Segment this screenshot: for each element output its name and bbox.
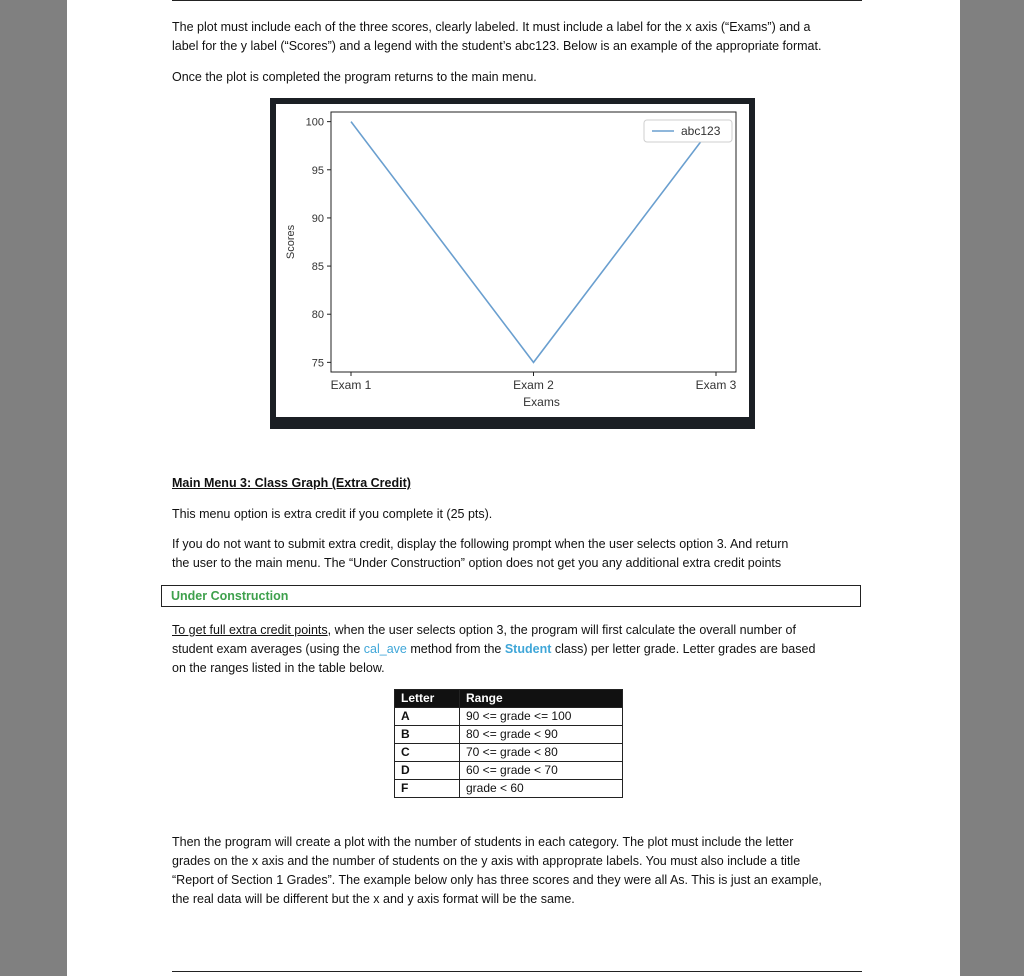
text-line: grades on the x axis and the number of students on the y axis with approprate labels. You must also include a title bbox=[172, 854, 801, 868]
y-tick-label: 85 bbox=[311, 261, 324, 274]
text-line: the user to the main menu. The “Under Construction” option does not get you any additional extra credit points bbox=[172, 556, 782, 570]
text-line: If you do not want to submit extra credit, display the following prompt when the user selects option 3. And return bbox=[172, 537, 789, 551]
range-cell: 70 <= grade < 80 bbox=[460, 744, 623, 762]
under-construction-box bbox=[161, 585, 861, 607]
range-cell: 90 <= grade <= 100 bbox=[460, 708, 623, 726]
document-page bbox=[67, 0, 960, 976]
table-row bbox=[395, 744, 623, 762]
table-row bbox=[395, 780, 623, 798]
full-credit-lead: To get full extra credit points bbox=[172, 623, 328, 637]
table-header-letter: Letter bbox=[395, 690, 460, 708]
letter-cell: F bbox=[395, 780, 460, 798]
text-line: The plot must include each of the three scores, clearly labeled. It must include a label for the x axis (“Exams”) and a bbox=[172, 20, 811, 34]
text-line bbox=[172, 621, 862, 640]
text-line bbox=[172, 640, 862, 659]
example-plot-image bbox=[270, 98, 755, 429]
table-row bbox=[395, 726, 623, 744]
text-line: label for the y label (“Scores”) and a legend with the student’s abc123. Below is an example of the appropriate format. bbox=[172, 39, 822, 53]
letter-cell: B bbox=[395, 726, 460, 744]
y-axis-label: Scores bbox=[285, 224, 297, 260]
bottom-rule bbox=[172, 971, 862, 972]
range-cell: 80 <= grade < 90 bbox=[460, 726, 623, 744]
text-run: , when the user selects option 3, the program will first calculate the overall number of bbox=[327, 623, 796, 637]
chart-background bbox=[276, 104, 749, 417]
text-line: the real data will be different but the x and y axis format will be the same. bbox=[172, 892, 575, 906]
text-run: student exam averages (using the bbox=[172, 642, 364, 656]
text-line: on the ranges listed in the table below. bbox=[172, 661, 385, 675]
x-tick-label: Exam 1 bbox=[330, 378, 372, 392]
table-header-range: Range bbox=[460, 690, 623, 708]
class-plot-paragraph bbox=[172, 833, 862, 909]
grade-ranges-table bbox=[394, 689, 623, 798]
x-tick-label: Exam 3 bbox=[695, 378, 737, 392]
y-tick-label: 80 bbox=[311, 309, 324, 322]
letter-cell: C bbox=[395, 744, 460, 762]
y-tick-label: 100 bbox=[305, 116, 324, 129]
x-tick-label: Exam 2 bbox=[513, 378, 554, 392]
letter-cell: A bbox=[395, 708, 460, 726]
text-run: method from the bbox=[406, 642, 505, 656]
plot-requirements-paragraph bbox=[172, 18, 862, 56]
y-tick-label: 90 bbox=[311, 212, 324, 225]
return-paragraph: Once the plot is completed the program returns to the main menu. bbox=[172, 70, 537, 84]
text-line: “Report of Section 1 Grades”. The example below only has three scores and they were all As. This is just an example, bbox=[172, 873, 822, 887]
range-cell: grade < 60 bbox=[460, 780, 623, 798]
table-row bbox=[395, 762, 623, 780]
legend-label: abc123 bbox=[681, 124, 721, 138]
section-heading: Main Menu 3: Class Graph (Extra Credit) bbox=[172, 476, 411, 490]
letter-cell: D bbox=[395, 762, 460, 780]
full-credit-paragraph bbox=[172, 621, 862, 678]
text-line: Then the program will create a plot with the number of students in each category. The plot must include the letter bbox=[172, 835, 794, 849]
text-run: class) per letter grade. Letter grades are based bbox=[551, 642, 816, 656]
table-row bbox=[395, 708, 623, 726]
under-construction-paragraph bbox=[172, 535, 862, 573]
top-rule bbox=[172, 0, 862, 1]
line-chart bbox=[276, 104, 749, 417]
table-header-row bbox=[395, 690, 623, 708]
x-axis-label: Exams bbox=[523, 395, 560, 409]
method-name: cal_ave bbox=[363, 642, 407, 656]
under-construction-label: Under Construction bbox=[171, 589, 289, 603]
class-name: Student bbox=[504, 642, 552, 656]
y-tick-label: 75 bbox=[311, 357, 324, 370]
range-cell: 60 <= grade < 70 bbox=[460, 762, 623, 780]
y-tick-label: 95 bbox=[311, 164, 324, 177]
extra-credit-paragraph: This menu option is extra credit if you complete it (25 pts). bbox=[172, 507, 493, 521]
